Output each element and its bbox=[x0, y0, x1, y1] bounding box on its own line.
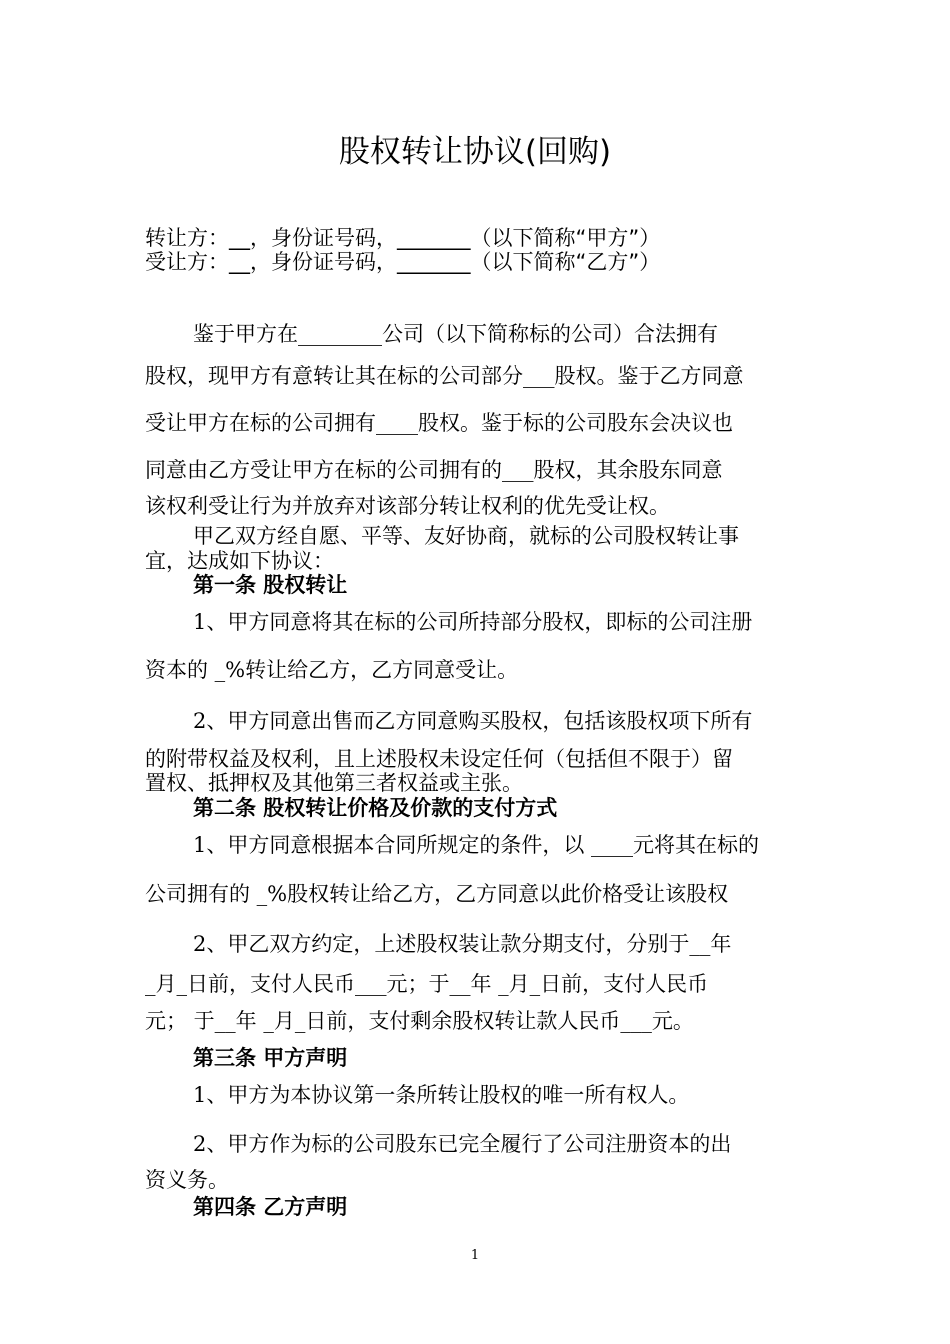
article-4-heading: 第四条 乙方声明 bbox=[193, 1195, 348, 1219]
preamble-line: 鉴于甲方在________公司（以下简称标的公司）合法拥有 bbox=[193, 322, 718, 346]
preamble-line: 宜，达成如下协议： bbox=[145, 549, 334, 573]
article-2-line: _月_日前，支付人民币___元；于__年 _月_日前，支付人民币 bbox=[145, 972, 709, 996]
article-2-line: 1、甲方同意根据本合同所规定的条件，以 ____元将其在标的 bbox=[193, 833, 760, 857]
preamble-line: 受让甲方在标的公司拥有____股权。鉴于标的公司股东会决议也 bbox=[145, 411, 733, 435]
article-1-line: 置权、抵押权及其他第三者权益或主张。 bbox=[145, 771, 523, 795]
article-3-line: 资义务。 bbox=[145, 1168, 229, 1192]
article-3-line: 1、甲方为本协议第一条所转让股权的唯一所有权人。 bbox=[193, 1083, 690, 1107]
transferor-line: 转让方：__，身份证号码，_______（以下简称“甲方”） bbox=[145, 226, 661, 250]
preamble-line: 该权利受让行为并放弃对该部分转让权利的优先受让权。 bbox=[145, 494, 670, 518]
preamble-line: 股权，现甲方有意转让其在标的公司部分___股权。鉴于乙方同意 bbox=[145, 364, 744, 388]
article-1-line: 资本的 _%转让给乙方，乙方同意受让。 bbox=[145, 658, 519, 682]
article-2-line: 2、甲乙双方约定，上述股权装让款分期支付，分别于__年 bbox=[193, 932, 732, 956]
transferee-line: 受让方：__，身份证号码，_______（以下简称“乙方”） bbox=[145, 250, 661, 274]
article-1-line: 的附带权益及权利，且上述股权未设定任何（包括但不限于）留 bbox=[145, 747, 733, 771]
document-title: 股权转让协议(回购) bbox=[338, 134, 612, 170]
article-3-line: 2、甲方作为标的公司股东已完全履行了公司注册资本的出 bbox=[193, 1132, 732, 1156]
preamble-line: 甲乙双方经自愿、平等、友好协商，就标的公司股权转让事 bbox=[193, 524, 739, 548]
article-1-line: 2、甲方同意出售而乙方同意购买股权，包括该股权项下所有 bbox=[193, 709, 753, 733]
article-2-heading: 第二条 股权转让价格及价款的支付方式 bbox=[193, 796, 558, 820]
article-3-heading: 第三条 甲方声明 bbox=[193, 1046, 348, 1070]
preamble-line: 同意由乙方受让甲方在标的公司拥有的___股权，其余股东同意 bbox=[145, 458, 723, 482]
article-2-line: 元； 于__年 _月_日前，支付剩余股权转让款人民币___元。 bbox=[145, 1009, 694, 1033]
article-1-line: 1、甲方同意将其在标的公司所持部分股权，即标的公司注册 bbox=[193, 610, 753, 634]
article-1-heading: 第一条 股权转让 bbox=[193, 573, 348, 597]
page-number: 1 bbox=[470, 1248, 480, 1263]
article-2-line: 公司拥有的 _%股权转让给乙方，乙方同意以此价格受让该股权 bbox=[145, 882, 729, 906]
